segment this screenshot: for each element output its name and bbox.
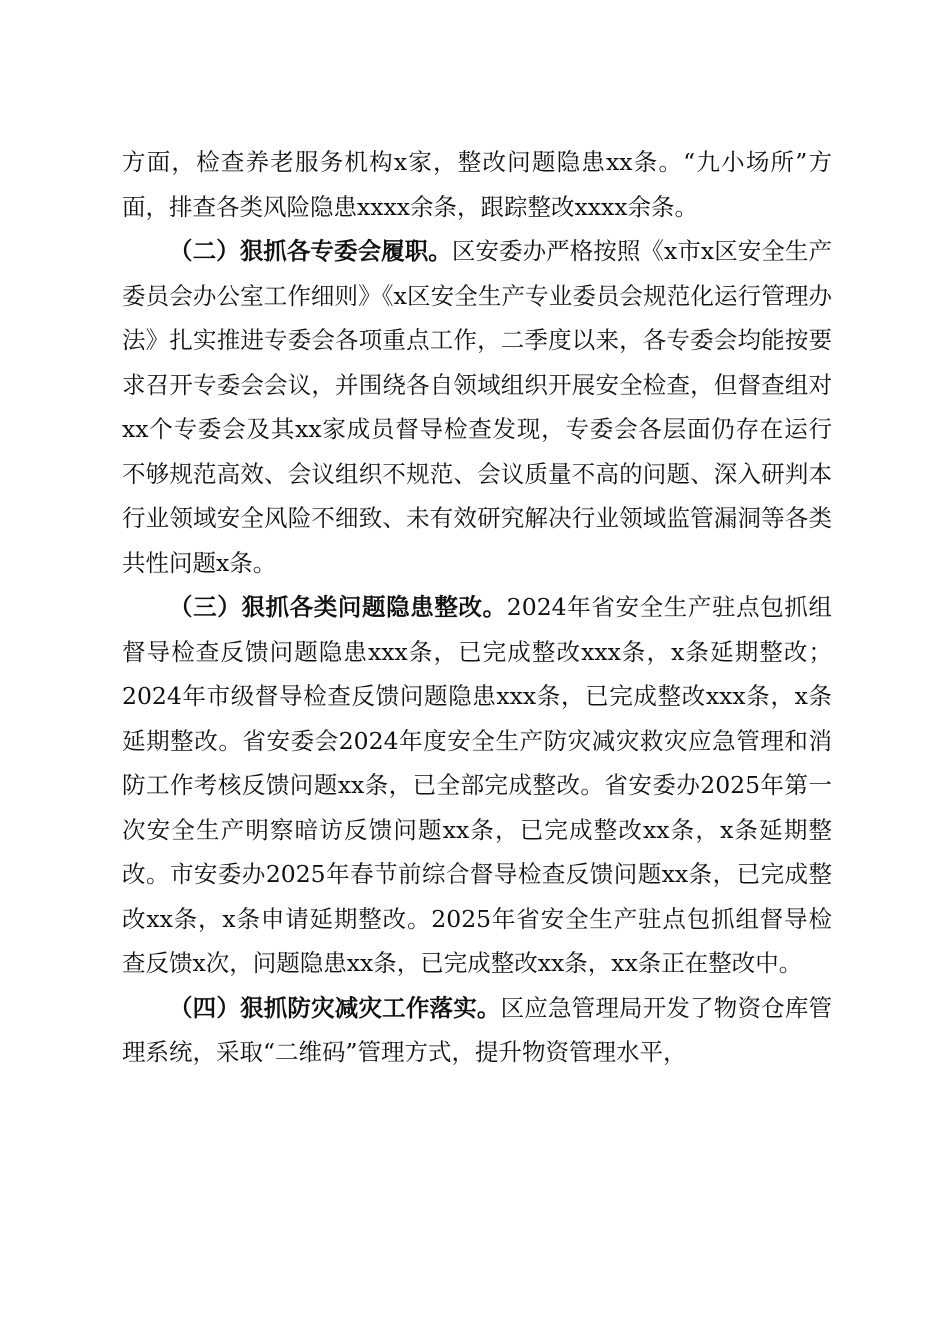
paragraph-section-2 <box>122 229 832 585</box>
paragraph-text: 区应急管理局开发了物资仓库管理系统，采取“二维码”管理方式，提升物资管理水平， <box>122 993 833 1066</box>
paragraph-text: 方面，检查养老服务机构x家，整改问题隐患xx条。“九小场所”方面，排查各类风险隐患xxxx余条，跟踪整改xxxx余条。 <box>122 148 832 221</box>
paragraph-section-4 <box>122 986 832 1075</box>
section-heading: （三）狠抓各类问题隐患整改。 <box>169 593 507 621</box>
paragraph-section-3 <box>122 585 832 986</box>
paragraph-continued <box>122 140 832 229</box>
paragraph-text: 区安委办严格按照《x市x区安全生产委员会办公室工作细则》《x区安全生产专业委员会规范化运行管理办法》扎实推进专委会各项重点工作，二季度以来，各专委会均能按要求召开专委会会议，并围绕各自领域组织开展安全检查，但督查组对xx个专委会及其xx家成员督导检查发现，专委会各层面仍存在运行不够规范高效、会议组织不规范、会议质量不高的问题、深入研判本行业领域安全风险不细致、未有效研究解决行业领域监管漏洞等各类共性问题x条。 <box>122 237 832 577</box>
paragraph-text: 2024年省安全生产驻点包抓组督导检查反馈问题隐患xxx条，已完成整改xxx条，x条延期整改；2024年市级督导检查反馈问题隐患xxx条，已完成整改xxx条，x条延期整改。省安委会2024年度安全生产防灾减灾救灾应急管理和消防工作考核反馈问题xx条，已全部完成整改。省安委办2025年第一次安全生产明察暗访反馈问题xx条，已完成整改xx条，x条延期整改。市安委办2025年春节前综合督导检查反馈问题xx条，已完成整改xx条，x条申请延期整改。2025年省安全生产驻点包抓组督导检查反馈x次，问题隐患xx条，已完成整改xx条，xx条正在整改中。 <box>122 593 833 977</box>
section-heading: （四）狠抓防灾减灾工作落实。 <box>169 993 501 1022</box>
section-heading: （二）狠抓各专委会履职。 <box>169 237 452 265</box>
document-body <box>122 140 832 1075</box>
